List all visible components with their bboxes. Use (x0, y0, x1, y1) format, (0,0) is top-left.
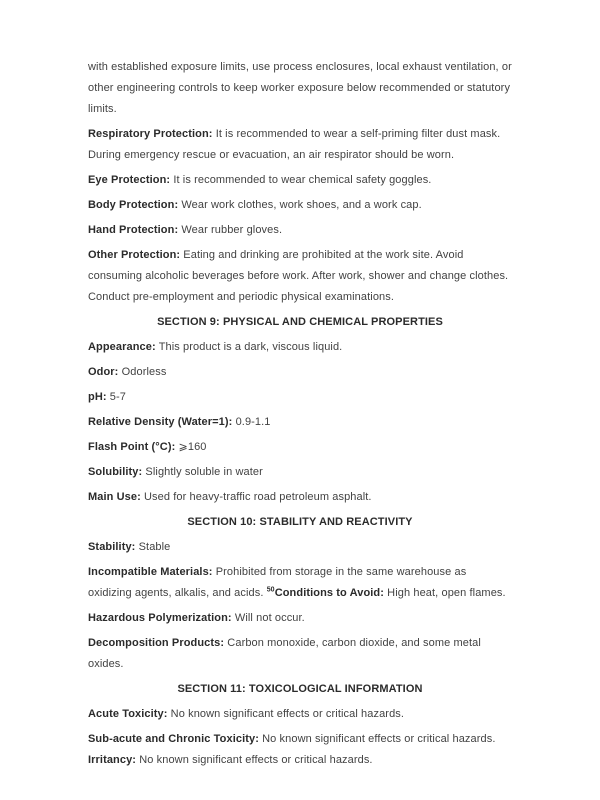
text-run: Wear rubber gloves. (178, 224, 283, 236)
paragraph (88, 124, 512, 166)
text-run: ⩾160 (175, 441, 207, 453)
section-heading: SECTION 10: STABILITY AND REACTIVITY (187, 516, 413, 528)
field-label: Acute Toxicity: (88, 708, 168, 720)
text-run: 0.9-1.1 (232, 416, 271, 428)
paragraph (88, 362, 512, 383)
superscript-marker: 50 (266, 586, 275, 594)
field-label: Solubility: (88, 466, 143, 478)
paragraph (88, 220, 512, 241)
text-run: No known significant effects or critical hazards. (136, 754, 373, 766)
paragraph (88, 562, 512, 604)
field-label: Conditions to Avoid: (274, 587, 385, 599)
paragraph (88, 608, 512, 629)
paragraph (88, 437, 512, 458)
paragraph (88, 729, 512, 771)
text-run: Will not occur. (231, 612, 305, 624)
paragraph (88, 704, 512, 725)
paragraph (88, 412, 512, 433)
field-label: Main Use: (88, 491, 141, 503)
text-run: Slightly soluble in water (142, 466, 263, 478)
field-label: Respiratory Protection: (88, 128, 213, 140)
text-run: Wear work clothes, work shoes, and a work cap. (178, 199, 422, 211)
text-run: Odorless (118, 366, 167, 378)
paragraph (88, 170, 512, 191)
paragraph (88, 633, 512, 675)
field-label: Other Protection: (88, 249, 181, 261)
paragraph (88, 537, 512, 558)
text-run: High heat, open flames. (384, 587, 506, 599)
text-run: This product is a dark, viscous liquid. (155, 341, 343, 353)
paragraph (88, 487, 512, 508)
paragraph (88, 57, 512, 120)
field-label: Sub-acute and Chronic Toxicity: (88, 733, 259, 745)
field-label: pH: (88, 391, 107, 403)
field-label: Hand Protection: (88, 224, 179, 236)
field-label: Body Protection: (88, 199, 179, 211)
text-run: It is recommended to wear a self-priming filter dust mask. During emergency rescue or evacuation, an air respirator should be worn. (88, 128, 501, 161)
field-label: Incompatible Materials: (88, 566, 213, 578)
paragraph (88, 245, 512, 308)
text-run: No known significant effects or critical hazards. (167, 708, 405, 720)
field-label: Irritancy: (88, 754, 137, 766)
paragraph (88, 387, 512, 408)
text-run: 5-7 (106, 391, 126, 403)
field-label: Hazardous Polymerization: (88, 612, 232, 624)
text-run: Carbon monoxide, carbon dioxide, and some metal oxides. (88, 637, 481, 670)
text-run: It is recommended to wear chemical safety goggles. (170, 174, 432, 186)
text-run: Prohibited from storage in the same warehouse as oxidizing agents, alkalis, and acids. (88, 566, 467, 599)
paragraph (88, 195, 512, 216)
text-run: Used for heavy-traffic road petroleum asphalt. (140, 491, 372, 503)
text-run: with established exposure limits, use process enclosures, local exhaust ventilation, or other engineering controls to keep worker exposure below recommended or statutory limits. (88, 61, 512, 115)
section-heading: SECTION 11: TOXICOLOGICAL INFORMATION (177, 683, 423, 695)
text-run: No known significant effects or critical hazards. (258, 733, 496, 745)
field-label: Eye Protection: (88, 174, 171, 186)
section-heading: SECTION 9: PHYSICAL AND CHEMICAL PROPERTIES (157, 316, 443, 328)
field-label: Appearance: (88, 341, 156, 353)
paragraph (88, 337, 512, 358)
text-run: Stable (135, 541, 171, 553)
field-label: Relative Density (Water=1): (88, 416, 233, 428)
field-label: Stability: (88, 541, 136, 553)
field-label: Decomposition Products: (88, 637, 225, 649)
text-run: Eating and drinking are prohibited at the work site. Avoid consuming alcoholic beverages before work. After work, shower and change clothes. Conduct pre-employment and periodic physical examinations. (88, 249, 509, 303)
field-label: Odor: (88, 366, 119, 378)
field-label: Flash Point (°C): (88, 441, 176, 453)
paragraph (88, 462, 512, 483)
